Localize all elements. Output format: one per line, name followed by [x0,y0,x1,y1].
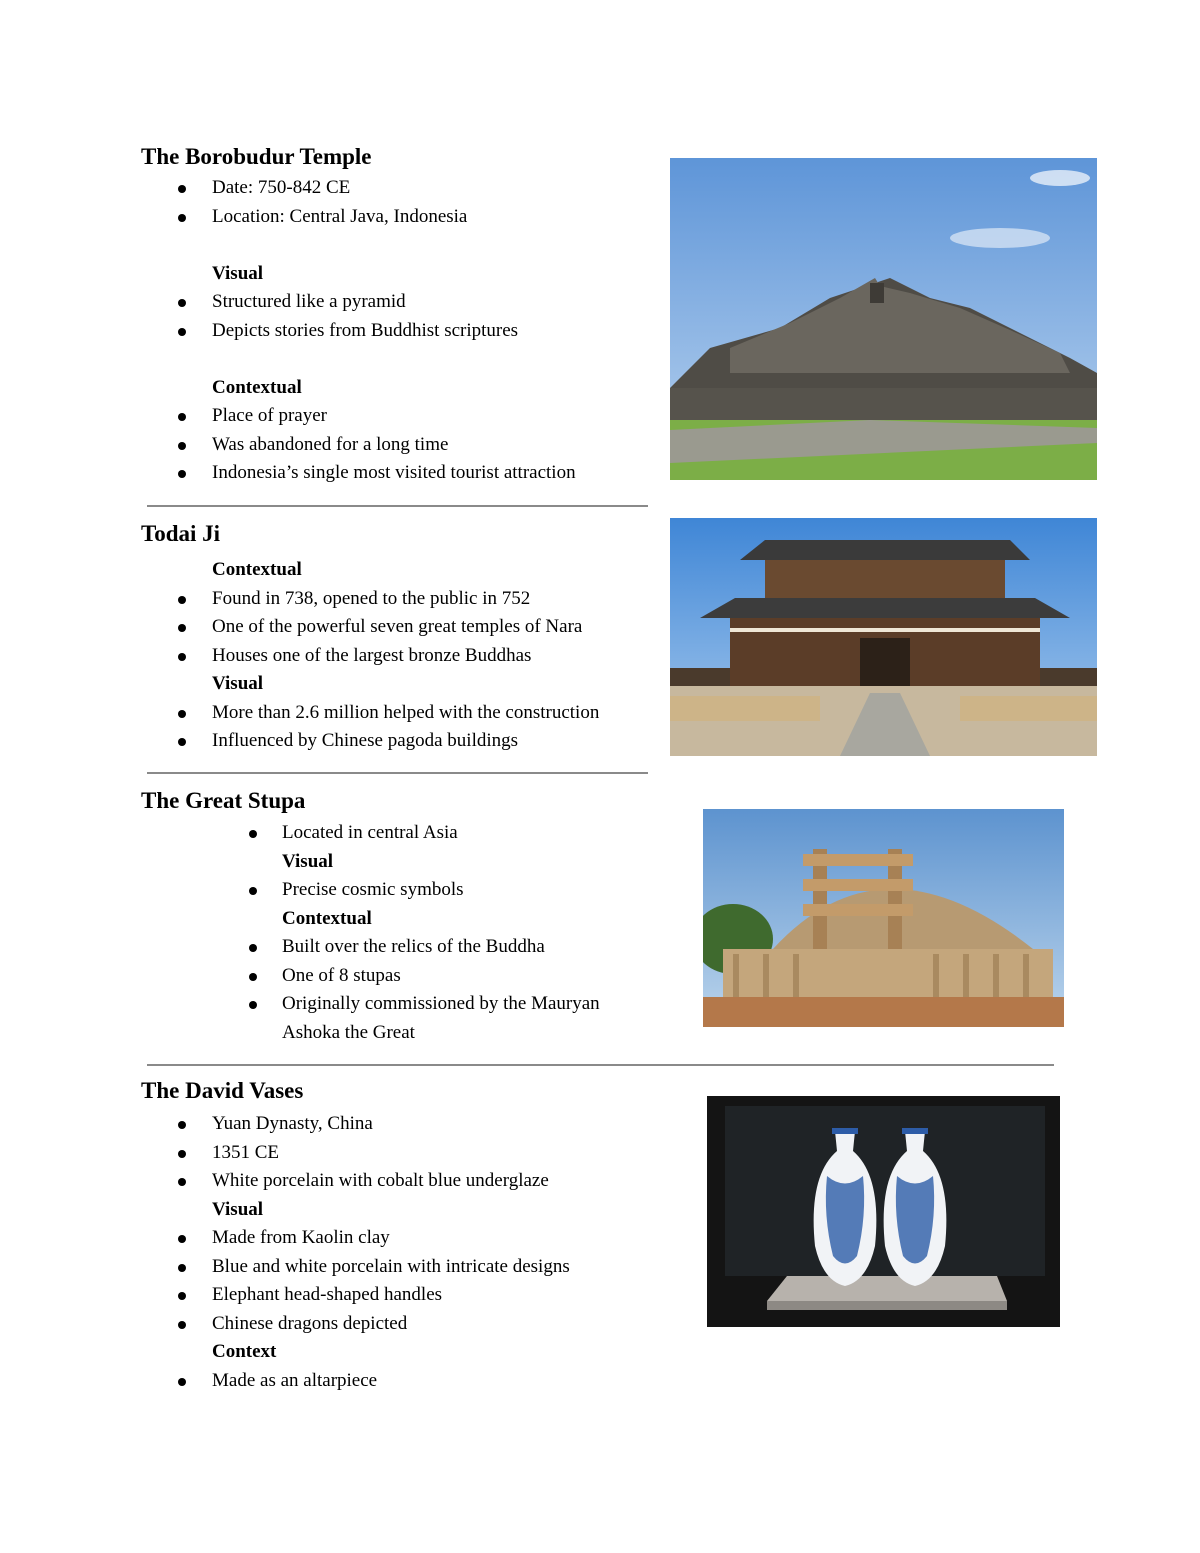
list-item: Houses one of the largest bronze Buddhas [141,642,661,671]
subheading-contextual: Contextual [282,907,372,929]
list-item: More than 2.6 million helped with the construction [141,699,661,728]
blank-line [141,345,661,374]
subheading-contextual: Contextual [212,376,302,398]
todai-ji-photo-icon [670,518,1097,756]
list-item: Blue and white porcelain with intricate designs [141,1253,661,1282]
great-stupa-photo-icon [703,809,1064,1027]
bullet-icon [178,299,186,307]
section-title-todai-ji: Todai Ji [141,521,221,546]
subheading-visual: Visual [212,673,264,694]
bullet-icon [178,470,186,478]
bullet-icon [249,1001,257,1009]
bullet-icon [178,1292,186,1300]
list-item: Indonesia’s single most visited tourist attraction [141,459,661,488]
bullet-icon [178,214,186,222]
bullet-icon [178,1264,186,1272]
bullet-icon [178,413,186,421]
list-item: Made from Kaolin clay [141,1224,661,1253]
list-item: Yuan Dynasty, China [141,1110,661,1139]
list-item: 1351 CE [141,1139,661,1168]
bullet-icon [178,624,186,632]
section-divider [147,1064,1054,1066]
list-item: Built over the relics of the Buddha [141,933,681,962]
bullet-icon [249,973,257,981]
bullet-icon [178,1235,186,1243]
section-title-great-stupa: The Great Stupa [141,788,306,813]
list-item: Influenced by Chinese pagoda buildings [141,727,661,756]
list-item: Found in 738, opened to the public in 752 [141,585,661,614]
section-title-david-vases: The David Vases [141,1078,304,1103]
subheading-visual: Visual [212,1198,264,1220]
bullet-icon [249,830,257,838]
borobudur-temple-photo-icon [670,158,1097,480]
list-item: Located in central Asia [141,819,681,848]
section-divider [147,772,648,774]
list-item: Depicts stories from Buddhist scriptures [141,317,661,346]
list-item: Originally commissioned by the Mauryan [141,990,681,1019]
list-item: Elephant head-shaped handles [141,1281,661,1310]
list-item: White porcelain with cobalt blue underglaze [141,1167,661,1196]
bullet-icon [178,328,186,336]
bullet-icon [178,185,186,193]
list-item: Precise cosmic symbols [141,876,681,905]
list-item: Made as an altarpiece [141,1367,661,1396]
bullet-icon [178,653,186,661]
section-divider [147,505,648,507]
section-list-borobudur [141,174,661,488]
subheading-visual: Visual [212,262,264,284]
bullet-icon [178,596,186,604]
list-item: Place of prayer [141,402,661,431]
list-item: Structured like a pyramid [141,288,661,317]
subheading-visual: Visual [282,850,334,872]
list-item-continuation: Ashoka the Great [282,1021,415,1043]
bullet-icon [178,738,186,746]
list-item: Date: 750-842 CE [141,174,661,203]
bullet-icon [178,1378,186,1386]
subheading-contextual: Contextual [212,559,302,580]
subheading-context: Context [212,1341,277,1362]
blank-line [141,231,661,260]
list-item: Was abandoned for a long time [141,431,661,460]
bullet-icon [178,442,186,450]
bullet-icon [249,944,257,952]
section-list-great-stupa [141,819,681,1047]
list-item: Chinese dragons depicted [141,1310,661,1339]
bullet-icon [178,1150,186,1158]
section-title-borobudur: The Borobudur Temple [141,144,372,169]
david-vases-photo-icon [707,1096,1060,1327]
bullet-icon [178,1121,186,1129]
list-item: One of the powerful seven great temples of Nara [141,613,661,642]
bullet-icon [178,710,186,718]
bullet-icon [178,1178,186,1186]
section-list-todai-ji [141,556,661,756]
list-item: One of 8 stupas [141,962,681,991]
section-list-david-vases [141,1110,661,1395]
bullet-icon [178,1321,186,1329]
bullet-icon [249,887,257,895]
list-item: Location: Central Java, Indonesia [141,203,661,232]
